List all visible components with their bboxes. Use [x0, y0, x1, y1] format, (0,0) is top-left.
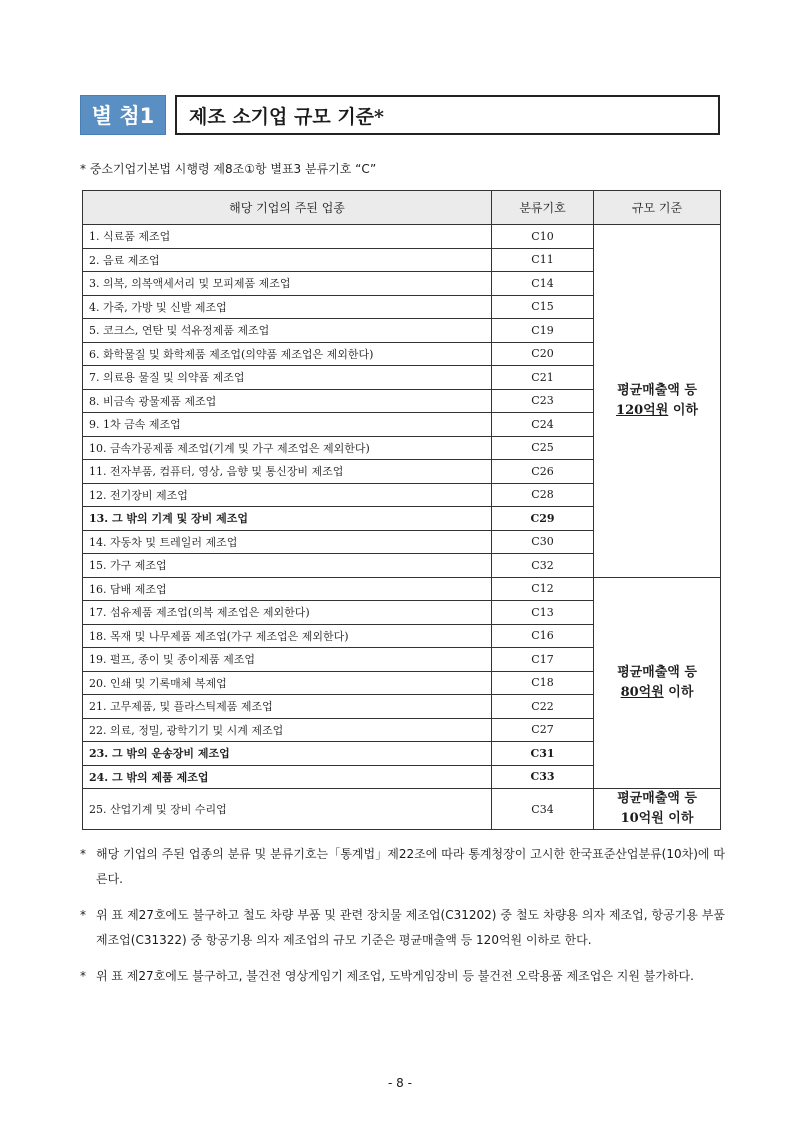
industry-code: C16 — [492, 624, 594, 648]
table-row — [83, 789, 721, 830]
industry-code: C21 — [492, 366, 594, 390]
top-note — [80, 160, 376, 177]
industry-name: 24. 그 밖의 제품 제조업 — [83, 765, 492, 789]
industry-name: 2. 음료 제조업 — [83, 248, 492, 272]
industry-name: 6. 화학물질 및 화학제품 제조업(의약품 제조업은 제외한다) — [83, 342, 492, 366]
industry-name: 12. 전기장비 제조업 — [83, 483, 492, 507]
industry-code: C23 — [492, 389, 594, 413]
industry-name: 22. 의료, 정밀, 광학기기 및 시계 제조업 — [83, 718, 492, 742]
industry-name: 15. 가구 제조업 — [83, 554, 492, 578]
industry-code: C29 — [492, 507, 594, 531]
industry-name: 14. 자동차 및 트레일러 제조업 — [83, 530, 492, 554]
annex-header — [80, 95, 720, 135]
industry-name: 9. 1차 금속 제조업 — [83, 413, 492, 437]
scale-criteria-group-2: 평균매출액 등 80억원 이하 — [594, 577, 721, 789]
industry-name: 5. 코크스, 연탄 및 석유정제품 제조업 — [83, 319, 492, 343]
footnote — [80, 903, 725, 953]
industry-name: 21. 고무제품, 및 플라스틱제품 제조업 — [83, 695, 492, 719]
industry-code: C15 — [492, 295, 594, 319]
industry-code: C26 — [492, 460, 594, 484]
industry-code: C34 — [492, 789, 594, 830]
industry-name: 11. 전자부품, 컴퓨터, 영상, 음향 및 통신장비 제조업 — [83, 460, 492, 484]
industry-code: C33 — [492, 765, 594, 789]
industry-code: C22 — [492, 695, 594, 719]
industry-code: C10 — [492, 225, 594, 249]
industry-code: C31 — [492, 742, 594, 766]
industry-code: C32 — [492, 554, 594, 578]
table-row — [83, 225, 721, 249]
industry-code: C28 — [492, 483, 594, 507]
industry-code: C12 — [492, 577, 594, 601]
note-text: 위 표 제27호에도 불구하고, 불건전 영상게임기 제조업, 도박게임장비 등 불건전 오락용품 제조업은 지원 불가하다. — [96, 969, 694, 983]
industry-code: C27 — [492, 718, 594, 742]
footnote — [80, 964, 725, 989]
industry-code: C25 — [492, 436, 594, 460]
table-row — [83, 577, 721, 601]
table-header-row — [83, 191, 721, 225]
industry-code: C19 — [492, 319, 594, 343]
industry-name: 20. 인쇄 및 기록매체 복제업 — [83, 671, 492, 695]
industry-name: 16. 담배 제조업 — [83, 577, 492, 601]
scale-criteria-group-3: 평균매출액 등 10억원 이하 — [594, 789, 721, 830]
industry-name: 23. 그 밖의 운송장비 제조업 — [83, 742, 492, 766]
industry-name: 8. 비금속 광물제품 제조업 — [83, 389, 492, 413]
header-code: 분류기호 — [492, 191, 594, 225]
header-scale: 규모 기준 — [594, 191, 721, 225]
industry-name: 13. 그 밖의 기계 및 장비 제조업 — [83, 507, 492, 531]
industry-code: C11 — [492, 248, 594, 272]
note-marker: * — [80, 969, 86, 983]
footnote — [80, 842, 725, 892]
industry-name: 18. 목재 및 나무제품 제조업(가구 제조업은 제외한다) — [83, 624, 492, 648]
industry-code: C14 — [492, 272, 594, 296]
industry-code: C18 — [492, 671, 594, 695]
industry-code: C20 — [492, 342, 594, 366]
note-marker: * — [80, 847, 86, 861]
note-text: 해당 기업의 주된 업종의 분류 및 분류기호는「통계법」제22조에 따라 통계청장이 고시한 한국표준산업분류(10차)에 따른다. — [96, 847, 725, 886]
industry-name: 10. 금속가공제품 제조업(기계 및 가구 제조업은 제외한다) — [83, 436, 492, 460]
industry-code: C17 — [492, 648, 594, 672]
annex-badge: 별 첨1 — [80, 95, 166, 135]
industry-name: 1. 식료품 제조업 — [83, 225, 492, 249]
industry-name: 7. 의료용 물질 및 의약품 제조업 — [83, 366, 492, 390]
industry-name: 4. 가죽, 가방 및 신발 제조업 — [83, 295, 492, 319]
scale-criteria-group-1: 평균매출액 등 120억원 이하 — [594, 225, 721, 578]
footnotes — [80, 842, 725, 1000]
industry-size-table — [82, 190, 721, 830]
page-title: 제조 소기업 규모 기준* — [175, 95, 720, 135]
note-text: 위 표 제27호에도 불구하고 철도 차량 부품 및 관련 장치물 제조업(C31202) 중 철도 차량용 의자 제조업, 항공기용 부품 제조업(C31322) 중 항공기용 의자 제조업의 규모 기준은 평균매출액 등 120억원 이하로 한다. — [96, 908, 725, 947]
industry-name: 19. 펄프, 종이 및 종이제품 제조업 — [83, 648, 492, 672]
note-marker: * — [80, 908, 86, 922]
industry-code: C30 — [492, 530, 594, 554]
note-marker: * — [80, 162, 86, 176]
industry-code: C13 — [492, 601, 594, 625]
industry-name: 3. 의복, 의복액세서리 및 모피제품 제조업 — [83, 272, 492, 296]
page-number: - 8 - — [388, 1076, 412, 1090]
industry-name: 25. 산업기계 및 장비 수리업 — [83, 789, 492, 830]
note-text: 중소기업기본법 시행령 제8조①항 별표3 분류기호 “C” — [89, 162, 377, 176]
industry-code: C24 — [492, 413, 594, 437]
industry-name: 17. 섬유제품 제조업(의복 제조업은 제외한다) — [83, 601, 492, 625]
header-industry: 해당 기업의 주된 업종 — [83, 191, 492, 225]
